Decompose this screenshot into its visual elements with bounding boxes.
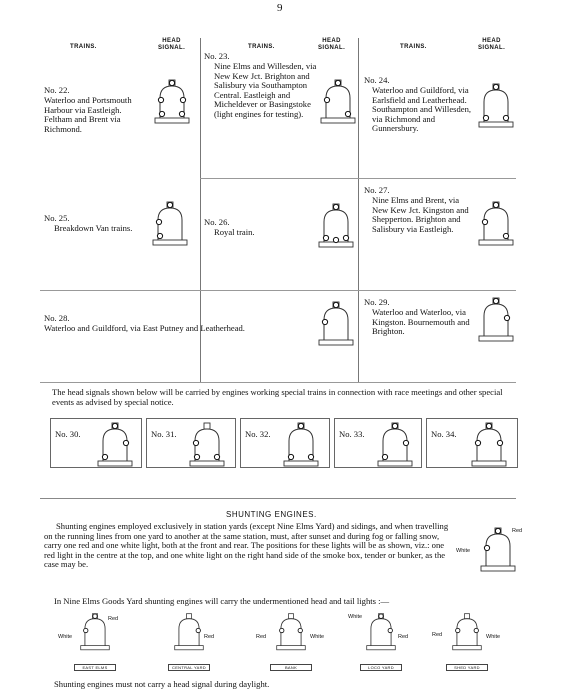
nine-elms-engine-4-icon [364, 612, 398, 654]
entry-number: No. 27. [364, 185, 390, 195]
special-box-30: No. 30. [50, 418, 142, 468]
column-divider [358, 38, 359, 382]
entry-text: Nine Elms and Willesden, via New Kew Jct. Brighton and Salisbury via Southampton Central. Eastleigh and Micheldever or Basingstoke (light engines for testing). [214, 61, 317, 119]
nine-elms-engine-2-icon [172, 612, 206, 654]
head-signal-29-icon [476, 296, 516, 346]
head-signal-25-icon [150, 200, 190, 250]
caption-5: SHED YARD [446, 664, 488, 671]
entry-number: No. 22. [44, 85, 70, 95]
special-box-33: No. 33. [334, 418, 422, 468]
head-signal-33-icon [375, 421, 415, 471]
header-head-signal: HEAD SIGNAL. [478, 38, 506, 51]
caption-2: CENTRAL YARD [168, 664, 210, 671]
caption-4: LOCO YARD [360, 664, 402, 671]
row-divider [200, 178, 516, 179]
lamp-label-red: Red [432, 632, 443, 638]
head-signal-30-icon [95, 421, 135, 471]
head-signal-23-icon [318, 78, 358, 128]
head-signal-27-icon [476, 200, 516, 250]
header-head-signal: HEAD SIGNAL. [158, 38, 186, 51]
entry-number: No. 29. [364, 297, 390, 307]
table-bottom-rule [40, 382, 516, 383]
header-trains: TRAINS. [248, 44, 275, 50]
head-signal-28-icon [316, 300, 356, 350]
entry-text: Waterloo and Portsmouth Harbour via Eastleigh. Feltham and Brent via Richmond. [44, 95, 132, 134]
head-signal-32-icon [281, 421, 321, 471]
entry-number: No. 24. [364, 75, 390, 85]
nine-elms-note: In Nine Elms Goods Yard shunting engines will carry the undermentioned head and tail lights :— [54, 596, 390, 606]
lamp-label-red: Red [256, 634, 267, 640]
lamp-label-red: Red [512, 528, 523, 534]
head-signal-24-icon [476, 82, 516, 132]
entry-text: Royal train. [214, 227, 255, 237]
footer-note: Shunting engines must not carry a head signal during daylight. [54, 679, 270, 689]
head-signal-34-icon [469, 421, 509, 471]
lamp-label-red: Red [108, 616, 119, 622]
lamp-label-white: White [456, 548, 471, 554]
lamp-label-white: White [58, 634, 73, 640]
lamp-label-white: White [486, 634, 501, 640]
row-divider [40, 290, 516, 291]
nine-elms-engine-5-icon [450, 612, 484, 654]
caption-3: BANK [270, 664, 312, 671]
nine-elms-engine-3-icon [274, 612, 308, 654]
lamp-label-red: Red [204, 634, 215, 640]
lamp-label-white: White [348, 614, 363, 620]
lamp-label-white: White [310, 634, 325, 640]
entry-text: Waterloo and Waterloo, via Kingston. Bournemouth and Brighton. [372, 307, 470, 337]
nine-elms-engine-1-icon [78, 612, 112, 654]
entry-number: No. 25. [44, 213, 70, 223]
special-box-32: No. 32. [240, 418, 330, 468]
head-signal-31-icon [187, 421, 227, 471]
entry-text: Waterloo and Guildford, via Earlsfield and Leatherhead. Southampton and Willesden, via Richmond and Gunnersbury. [372, 85, 472, 134]
entry-number: No. 26. [204, 217, 230, 227]
entry-number: No. 28. [44, 313, 70, 323]
shunting-title: SHUNTING ENGINES. [226, 510, 317, 519]
shunting-paragraph: Shunting engines employed exclusively in station yards (except Nine Elms Yard) and sidings, and when travelling on the running lines from one yard to another at the same station, must, after sunset and during fog or falling snow, carry one red and one white light, both at the front and rear. The positions for these lights will be as shown, viz.: one red light in the centre at the top, and one white light on the right hand side of the smoke box, tender or bunker, as the case may be. [44, 521, 449, 570]
special-box-31: No. 31. [146, 418, 236, 468]
entry-text: Nine Elms and Brent, via New Kew Jct. Kingston and Shepperton. Brighton and Salisbury via Eastleigh. [372, 195, 469, 234]
special-box-34: No. 34. [426, 418, 518, 468]
lamp-label-red: Red [398, 634, 409, 640]
entry-number: No. 23. [204, 51, 230, 61]
entry-text: Waterloo and Guildford, via East Putney and Leatherhead. [44, 323, 245, 333]
header-head-signal: HEAD SIGNAL. [318, 38, 346, 51]
shunting-engine-icon [478, 526, 518, 576]
entry-text: Breakdown Van trains. [54, 223, 133, 233]
header-trains: TRAINS. [400, 44, 427, 50]
head-signal-22-icon [152, 78, 192, 128]
caption-1: EAST ELMS [74, 664, 116, 671]
page-number: 9 [277, 2, 283, 14]
section-rule [40, 498, 516, 499]
head-signal-26-icon [316, 202, 356, 252]
special-note: The head signals shown below will be carried by engines working special trains in connection with race meetings and other special events as advised by special notice. [52, 387, 503, 407]
header-trains: TRAINS. [70, 44, 97, 50]
